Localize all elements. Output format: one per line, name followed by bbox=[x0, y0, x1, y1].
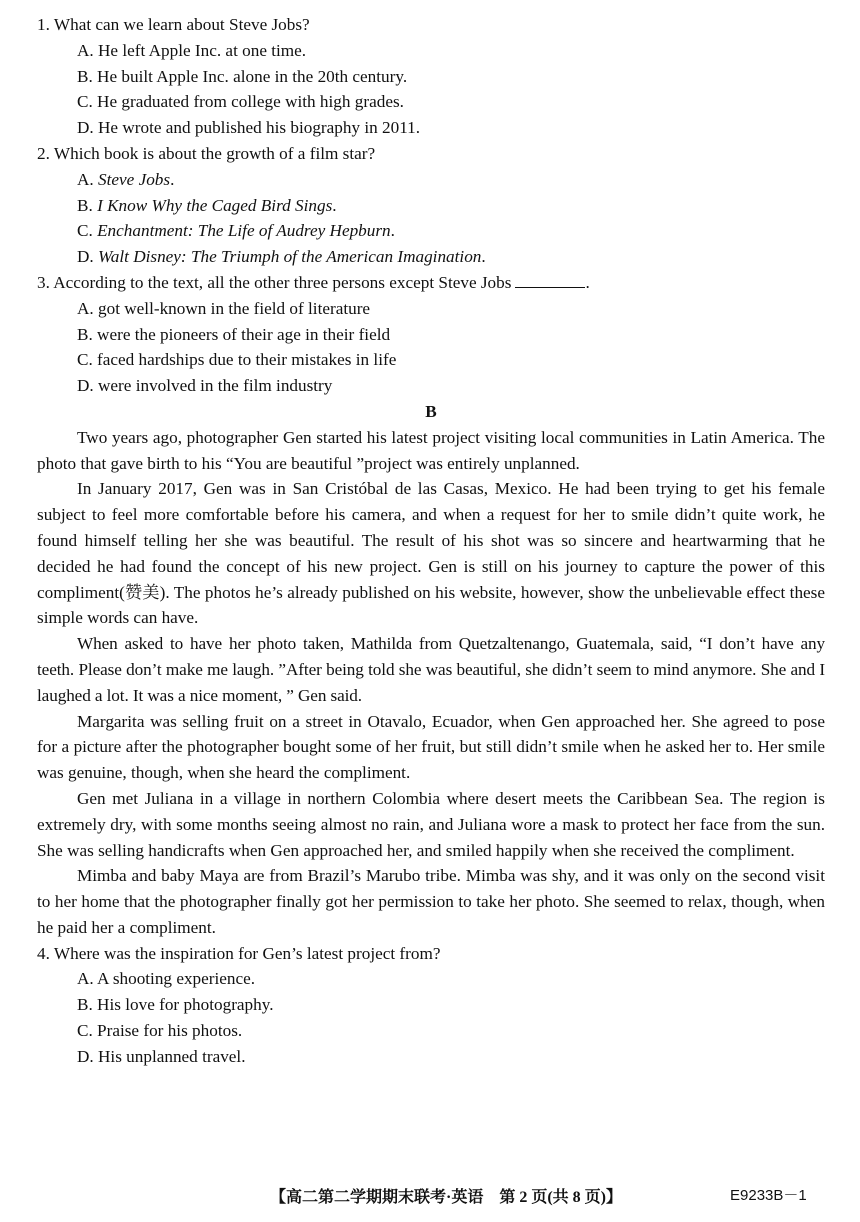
question-1-option-a: A. He left Apple Inc. at one time. bbox=[77, 40, 307, 60]
question-4-option-b: B. His love for photography. bbox=[77, 995, 274, 1015]
question-3-option-b: B. were the pioneers of their age in their field bbox=[77, 324, 391, 344]
book-title: I Know Why the Caged Bird Sings bbox=[97, 195, 333, 215]
book-title: Steve Jobs bbox=[98, 169, 171, 189]
page-footer bbox=[0, 1184, 860, 1212]
question-3-option-d: D. were involved in the film industry bbox=[77, 376, 333, 396]
option-punct: . bbox=[390, 221, 395, 241]
page-content bbox=[37, 12, 825, 1070]
question-2-stem: 2. Which book is about the growth of a film star? bbox=[37, 143, 376, 163]
question-3-stem bbox=[37, 270, 825, 296]
footer-paper-code: E9233B－1 bbox=[730, 1187, 807, 1204]
option-punct: . bbox=[481, 247, 486, 267]
passage-paragraph-2: In January 2017, Gen was in San Cristóbal de las Casas, Mexico. He had been trying to get his female subject to feel more comfortable before his camera, and when a request for her to smile didn’t quite work, he found himself telling her she was beautiful. The result of his shot was so sincere and heartwarming that he decided he had found the concept of his new project. Gen is still on his journey to capture the power of this compliment(赞美). The photos he’s already published on his website, however, show the unbelievable effect these simple words can have. bbox=[37, 479, 825, 628]
answer-blank bbox=[515, 273, 585, 288]
question-4-stem: 4. Where was the inspiration for Gen’s latest project from? bbox=[37, 943, 441, 963]
question-1-stem: 1. What can we learn about Steve Jobs? bbox=[37, 15, 310, 34]
question-1-option-d: D. He wrote and published his biography in 2011. bbox=[77, 118, 421, 138]
footer-exam-title: 【高二第二学期期末联考·英语 第 2 页(共 8 页)】 bbox=[270, 1189, 622, 1206]
option-punct: . bbox=[170, 169, 175, 189]
passage-paragraph-4: Margarita was selling fruit on a street in Otavalo, Ecuador, when Gen approached her. She agreed to pose for a picture after the photographer bought some of her fruit, but still didn’t smile when he asked her to. Her smile was genuine, though, when she heard the compliment. bbox=[37, 711, 825, 783]
question-2-option-c bbox=[37, 218, 825, 244]
question-2-option-b bbox=[37, 193, 825, 219]
option-letter: C. bbox=[77, 221, 98, 241]
question-1-option-b: B. He built Apple Inc. alone in the 20th century. bbox=[77, 66, 408, 86]
passage-paragraph-1: Two years ago, photographer Gen started his latest project visiting local communities in Latin America. The photo that gave birth to his “You are beautiful ”project was entirely unplanned. bbox=[37, 427, 825, 473]
option-letter: D. bbox=[77, 247, 99, 267]
question-3-text: 3. According to the text, all the other three persons except Steve Jobs bbox=[37, 272, 512, 292]
option-letter: B. bbox=[77, 195, 98, 215]
section-heading: B bbox=[425, 401, 437, 421]
question-1-option-c: C. He graduated from college with high grades. bbox=[77, 92, 404, 112]
question-4-option-c: C. Praise for his photos. bbox=[77, 1021, 243, 1041]
book-title: Walt Disney: The Triumph of the American Imagination bbox=[98, 247, 482, 267]
passage-paragraph-6: Mimba and baby Maya are from Brazil’s Marubo tribe. Mimba was shy, and it was only on the second visit to her home that the photographer finally got her permission to take her photo. She seemed to relax, though, when he paid her a compliment. bbox=[37, 866, 825, 937]
passage-paragraph-5: Gen met Juliana in a village in northern Colombia where desert meets the Caribbean Sea. The region is extremely dry, with some months seeing almost no rain, and Juliana wore a mask to protect her face from the sun. She was selling handicrafts when Gen approached her, and smiled happily when she received the compliment. bbox=[37, 788, 825, 860]
question-4-option-d: D. His unplanned travel. bbox=[77, 1046, 246, 1066]
question-3-end: . bbox=[585, 272, 590, 292]
question-2-option-d bbox=[37, 244, 825, 270]
option-punct: . bbox=[332, 195, 337, 215]
question-4-option-a: A. A shooting experience. bbox=[77, 969, 256, 989]
passage-paragraph-3: When asked to have her photo taken, Mathilda from Quetzaltenango, Guatemala, said, “I don’t have any teeth. Please don’t make me laugh. ”After being told she was beautiful, she didn’t seem to mind anymore. She and I laughed a lot. It was a nice moment, ” Gen said. bbox=[37, 634, 825, 705]
book-title: Enchantment: The Life of Audrey Hepburn bbox=[97, 221, 391, 241]
question-3-option-c: C. faced hardships due to their mistakes in life bbox=[77, 350, 397, 370]
question-3-option-a: A. got well-known in the field of literature bbox=[77, 298, 371, 318]
question-2-option-a bbox=[37, 167, 825, 193]
option-letter: A. bbox=[77, 169, 99, 189]
